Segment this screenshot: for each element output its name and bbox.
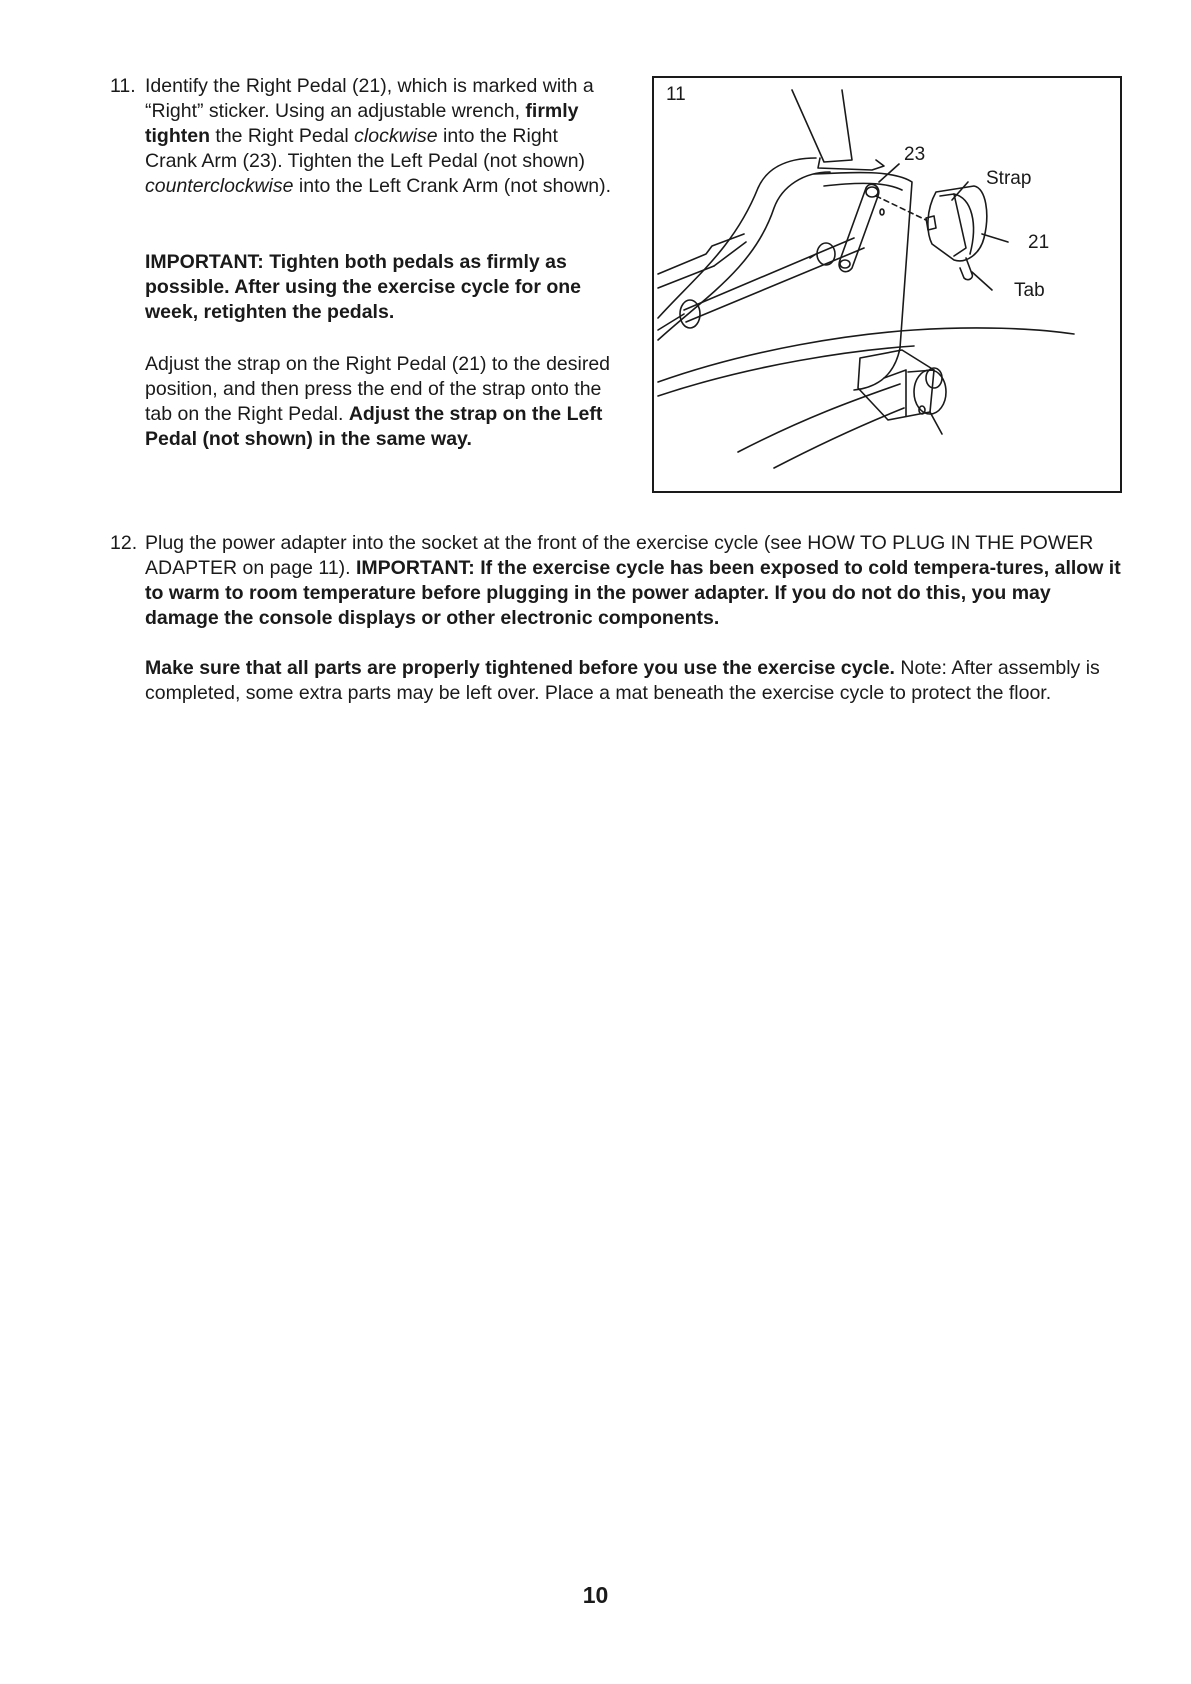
text-run: Plug the power adapter into the socket at the front of the exercise cycle (see HOW TO PLUG IN THE POWER ADAPTER on page 11). xyxy=(145,532,1094,579)
bold-run: Adjust the strap on the Left Pedal (not shown) in the same way. xyxy=(145,403,603,450)
step-12-instruction xyxy=(145,531,1125,631)
step-11-important: IMPORTANT: Tighten both pedals as firmly as possible. After using the exercise cycle for one week, retighten the pedals. xyxy=(145,251,582,323)
bold-run: IMPORTANT: If the exercise cycle has been exposed to cold tempera-tures, allow it to warm to room temperature before plugging in the power adapter. If you do not do this, you may damage the console displays or other electronic components. xyxy=(145,557,1121,629)
text-run: into the Left Crank Arm (not shown). xyxy=(293,175,612,197)
page-number: 10 xyxy=(582,1582,609,1608)
figure-number: 11 xyxy=(666,84,686,105)
label-pedal-21: 21 xyxy=(1028,232,1050,253)
pedal-assembly-drawing xyxy=(654,78,1120,491)
step-11-instruction xyxy=(145,74,615,199)
bold-run: Make sure that all parts are properly tightened before you use the exercise cycle. xyxy=(145,657,895,679)
step-11-number: 11. xyxy=(110,75,136,97)
step-12-note xyxy=(145,656,1135,706)
italic-run: counterclockwise xyxy=(145,175,294,197)
text-run: the Right Pedal xyxy=(209,125,355,147)
figure-11 xyxy=(652,76,1122,493)
text-run: into the Right Crank Arm (23). Tighten the Left Pedal (not shown) xyxy=(145,125,586,172)
step-11-strap-instruction xyxy=(145,352,615,452)
label-crank-arm-23: 23 xyxy=(904,144,926,165)
label-tab: Tab xyxy=(1014,280,1045,301)
italic-run: clockwise xyxy=(354,125,438,147)
bold-run: firmly tighten xyxy=(145,100,579,147)
text-run: Note: After assembly is completed, some extra parts may be left over. Place a mat beneath the exercise cycle to protect the floor. xyxy=(145,657,1100,704)
step-12-number: 12. xyxy=(110,532,138,554)
text-run: Adjust the strap on the Right Pedal (21) to the desired position, and then press the end of the strap onto the tab on the Right Pedal. xyxy=(145,353,611,425)
text-run: Identify the Right Pedal (21), which is marked with a “Right” sticker. Using an adjustable wrench, xyxy=(145,75,594,122)
label-strap: Strap xyxy=(986,168,1032,189)
